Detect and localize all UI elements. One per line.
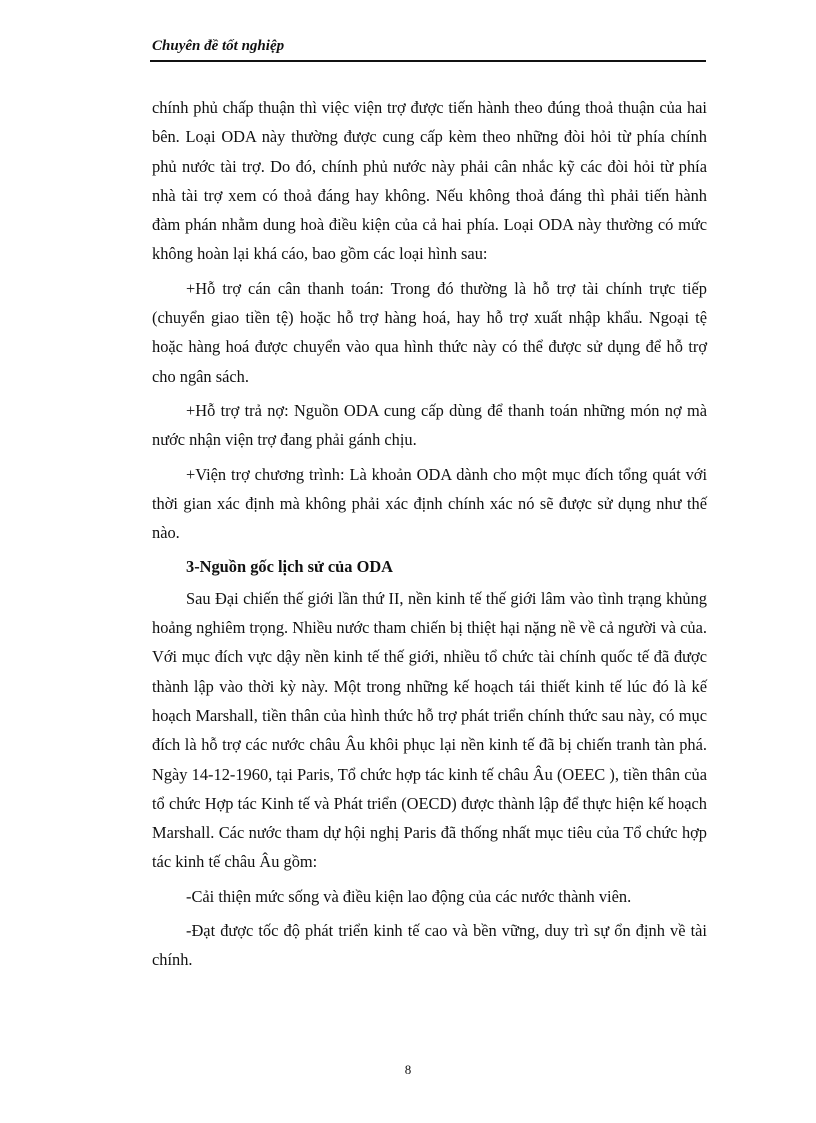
section-heading: 3-Nguồn gốc lịch sử của ODA — [186, 557, 393, 577]
paragraph: chính phủ chấp thuận thì việc viện trợ được tiến hành theo đúng thoả thuận của hai bên. Loại ODA này thường được cung cấp kèm theo những đòi hỏi từ phía chính phủ nước tài trợ. Do đó, chính phủ nước này phải cân nhắc kỹ các đòi hỏi từ phía nhà tài trợ xem có thoả đáng hay không. Nếu không thoả đáng thì phải tiến hành đàm phán nhằm dung hoà điều kiện của cả hai phía. Loại ODA này thường có mức không hoàn lại khá cáo, bao gồm các loại hình sau: — [152, 98, 707, 264]
paragraph: -Cải thiện mức sống và điều kiện lao động của các nước thành viên. — [186, 886, 632, 906]
page-number: 8 — [404, 1062, 412, 1077]
paragraph: -Đạt được tốc độ phát triển kinh tế cao và bền vững, duy trì sự ổn định về tài chính. — [152, 921, 707, 970]
paragraph: Sau Đại chiến thế giới lần thứ II, nền kinh tế thế giới lâm vào tình trạng khủng hoảng nghiêm trọng. Nhiều nước tham chiến bị thiệt hại nặng nề về cả người và của. Với mục đích vực dậy nền kinh tế thế giới, nhiều tổ chức tài chính quốc tế đã được thành lập vào thời kỳ này. Một trong những kế hoạch tái thiết kinh tế lúc đó là kế hoạch Marshall, tiền thân của hình thức hỗ trợ phát triển chính thức sau này, có mục đích là hỗ trợ các nước châu Âu khôi phục lại nền kinh tế đã bị chiến tranh tàn phá. Ngày 14-12-1960, tại Paris, Tổ chức hợp tác kinh tế châu Âu (OEEC ), tiền thân của tổ chức Hợp tác Kinh tế và Phát triển (OECD) được thành lập để thực hiện kế hoạch Marshall. Các nước tham dự hội nghị Paris đã thống nhất mục tiêu của Tổ chức hợp tác kinh tế châu Âu gồm: — [152, 588, 707, 872]
running-header: Chuyên đề tốt nghiệp — [152, 38, 285, 54]
paragraph: +Viện trợ chương trình: Là khoản ODA dành cho một mục đích tổng quát với thời gian xác định mà không phải xác định chính xác nó sẽ được sử dụng như thế nào. — [152, 464, 707, 543]
paragraph: +Hỗ trợ trả nợ: Nguồn ODA cung cấp dùng để thanh toán những món nợ mà nước nhận viện trợ đang phải gánh chịu. — [152, 400, 707, 450]
paragraph: +Hỗ trợ cán cân thanh toán: Trong đó thường là hỗ trợ tài chính trực tiếp (chuyển giao tiền tệ) hoặc hỗ trợ hàng hoá, hay hỗ trợ xuất nhập khẩu. Ngoại tệ hoặc hàng hoá được chuyển vào qua hình thức này có thể được sử dụng để hỗ trợ cho ngân sách. — [152, 278, 707, 386]
document-body — [152, 93, 707, 980]
header-rule — [150, 60, 706, 62]
